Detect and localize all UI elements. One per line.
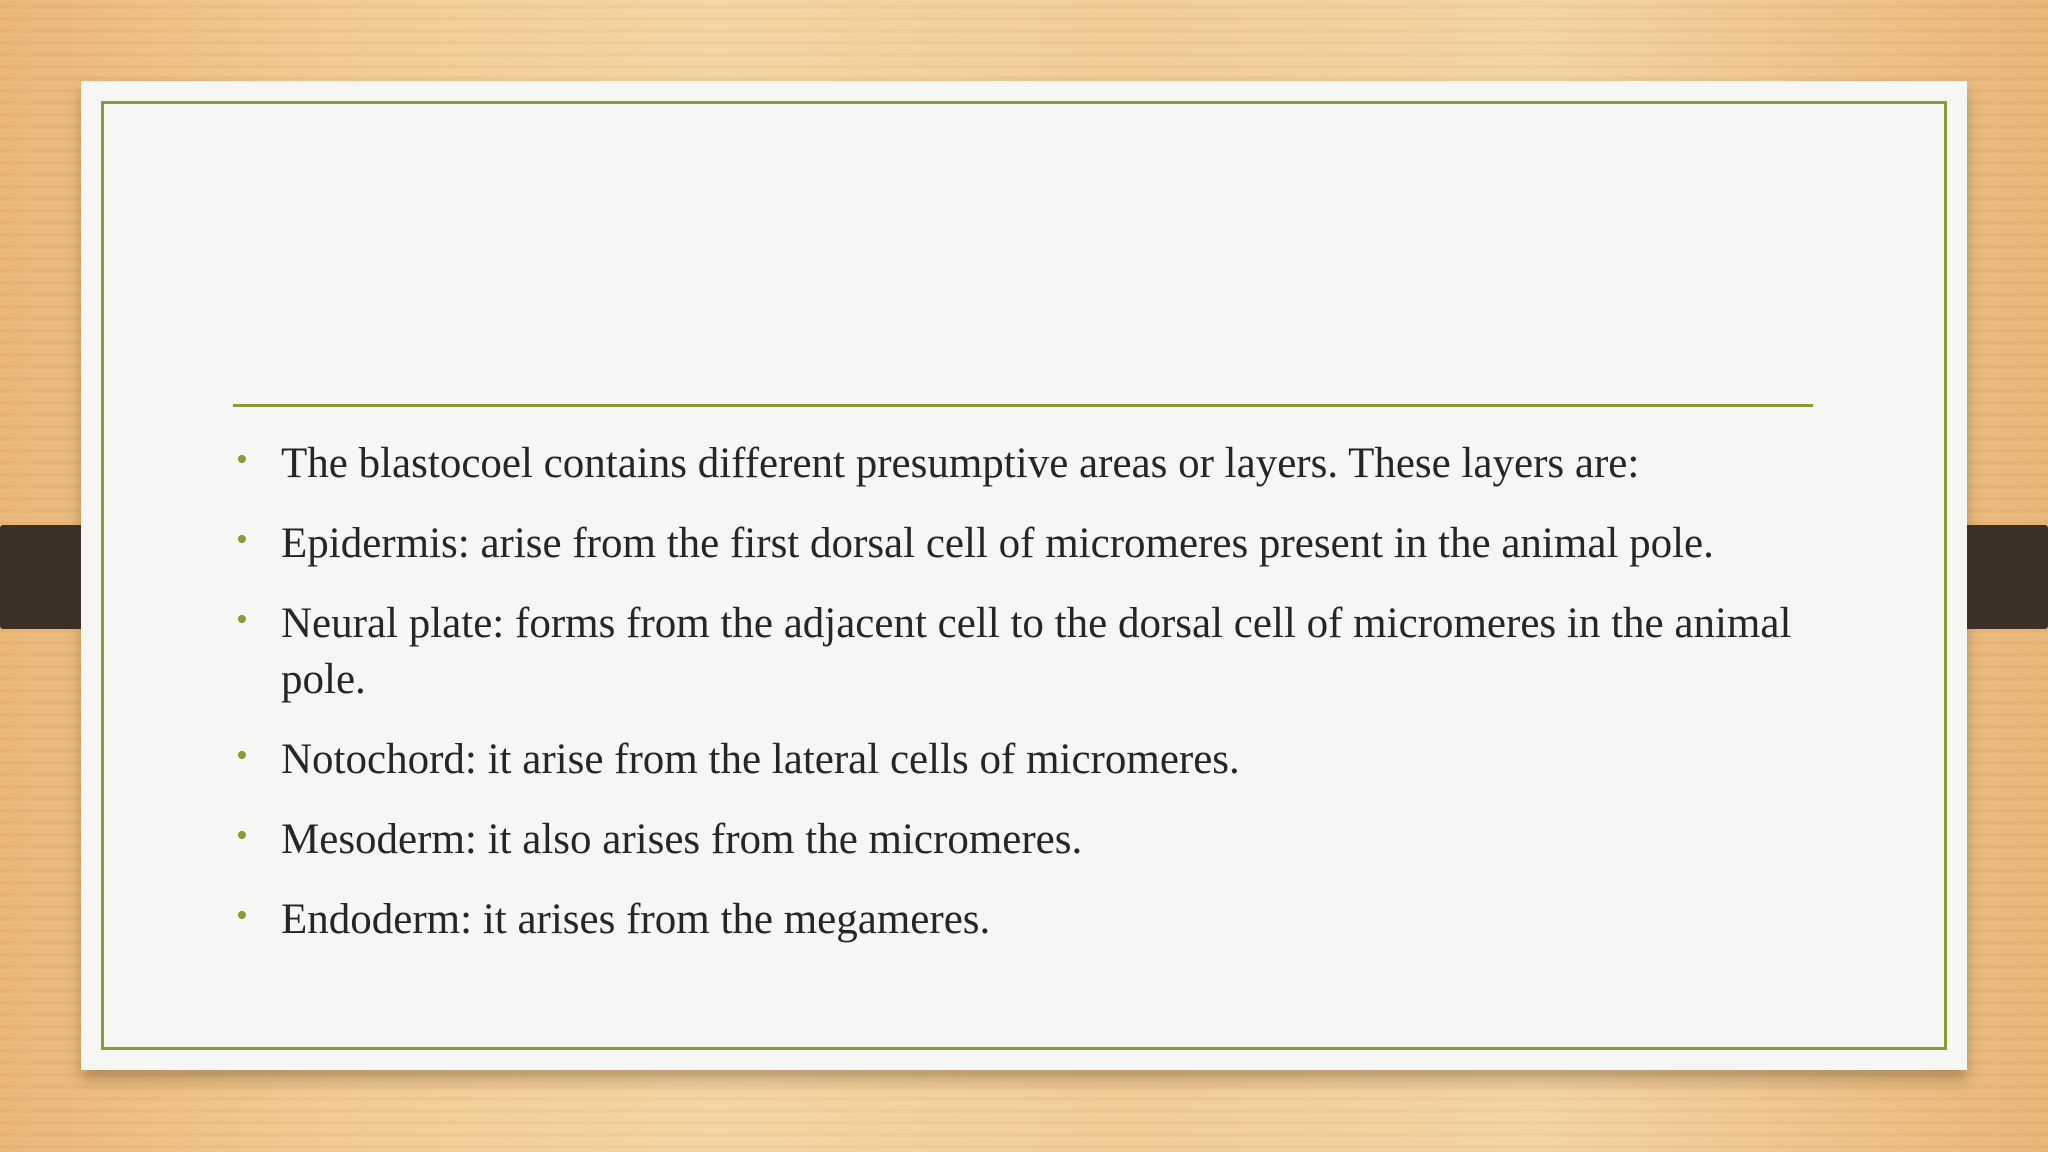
title-divider <box>233 404 1813 407</box>
bullet-dot-icon: • <box>236 817 248 854</box>
bullet-item <box>236 436 1841 492</box>
bullet-dot-icon: • <box>236 521 248 558</box>
bullet-item <box>236 812 1841 868</box>
bullet-dot-icon: • <box>236 737 248 774</box>
bullet-item <box>236 596 1841 708</box>
bullet-dot-icon: • <box>236 441 248 478</box>
bullet-list <box>236 436 1841 972</box>
bullet-dot-icon: • <box>236 897 248 934</box>
slide <box>81 81 1967 1070</box>
bullet-text: Notochord: it arise from the lateral cells of micromeres. <box>281 736 1240 783</box>
bullet-text: Endoderm: it arises from the megameres. <box>281 896 991 943</box>
bullet-text: Mesoderm: it also arises from the micromeres. <box>281 816 1083 863</box>
bullet-dot-icon: • <box>236 601 248 638</box>
bullet-item <box>236 516 1841 572</box>
bullet-item <box>236 732 1841 788</box>
bullet-text: Neural plate: forms from the adjacent cell to the dorsal cell of micromeres in the animal pole. <box>281 600 1792 703</box>
bullet-text: Epidermis: arise from the first dorsal cell of micromeres present in the animal pole. <box>281 520 1714 567</box>
bullet-text: The blastocoel contains different presumptive areas or layers. These layers are: <box>281 440 1640 487</box>
bullet-item <box>236 892 1841 948</box>
